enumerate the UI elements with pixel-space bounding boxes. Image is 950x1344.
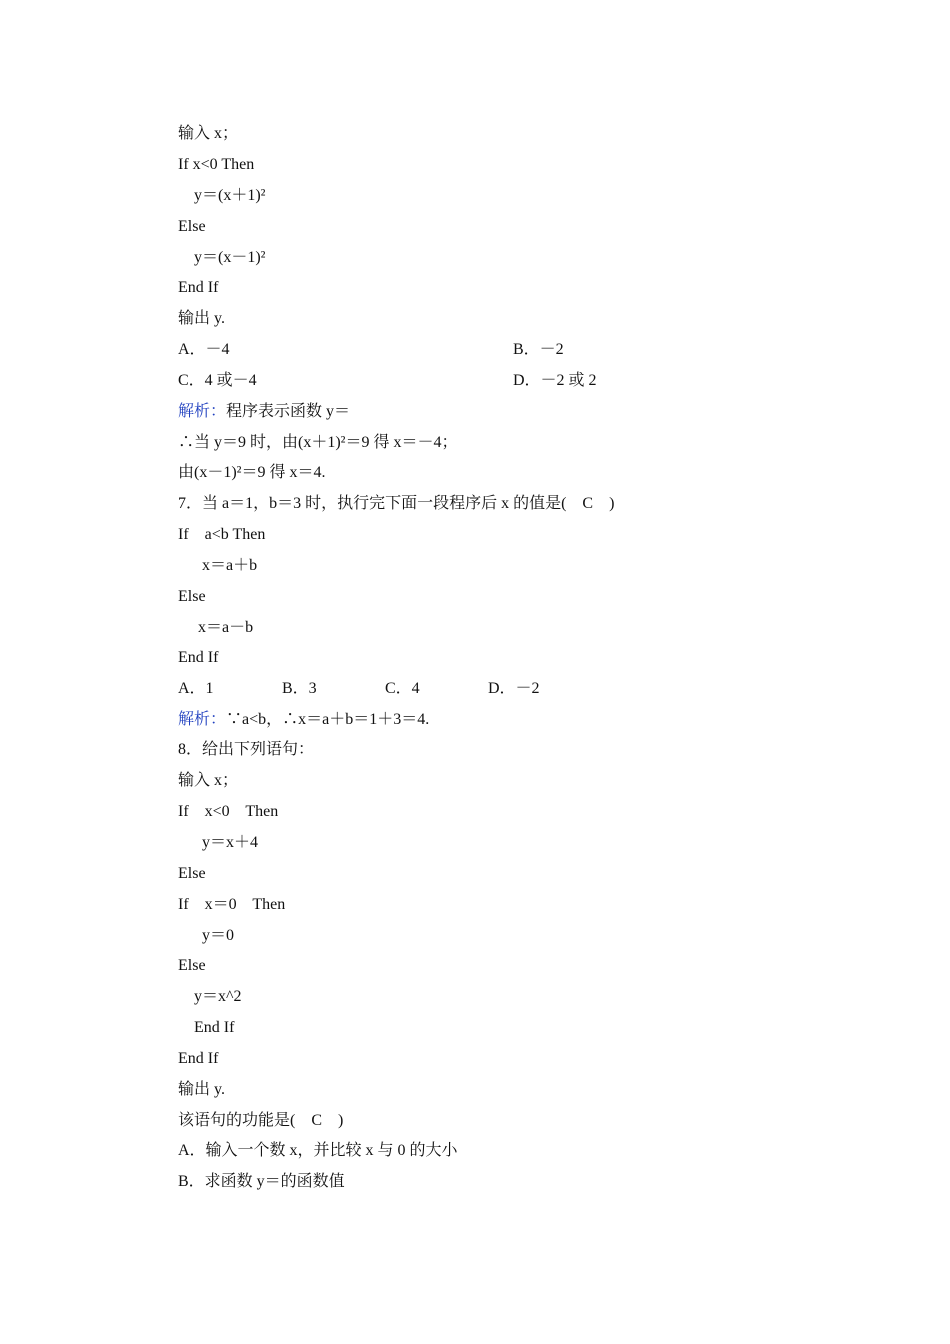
text-line: x＝a－b <box>198 619 254 636</box>
text-line: End If <box>194 1019 235 1036</box>
text-line: 输入 x； <box>178 125 239 142</box>
question-7: 7．当 a＝1，b＝3 时，执行完下面一段程序后 x 的值是( C ) <box>178 495 615 512</box>
option-b: B．－2 <box>513 341 564 358</box>
text-line: End If <box>178 279 219 296</box>
analysis-label: 解析： <box>178 711 227 728</box>
analysis-line <box>178 402 350 422</box>
option-d: D．－2 或 2 <box>513 372 597 389</box>
option-a: A．1 <box>178 680 214 697</box>
text-line: If x<0 Then <box>178 156 255 173</box>
text-line: End If <box>178 1050 219 1067</box>
text-line: 由(x－1)²＝9 得 x＝4. <box>178 464 326 481</box>
text-line: If a<b Then <box>178 526 266 543</box>
option-d: D．－2 <box>488 680 540 697</box>
text-line: 该语句的功能是( C ) <box>178 1112 344 1129</box>
analysis-text: ∵a<b，∴x＝a＋b＝1＋3＝4. <box>226 711 430 728</box>
text-line: Else <box>178 865 206 882</box>
text-line: Else <box>178 588 206 605</box>
text-line: y＝x^2 <box>194 988 242 1005</box>
option-a: A．输入一个数 x，并比较 x 与 0 的大小 <box>178 1142 458 1159</box>
analysis-label: 解析： <box>178 403 227 420</box>
text-line: y＝0 <box>202 927 235 944</box>
text-line: ∴当 y＝9 时，由(x＋1)²＝9 得 x＝－4； <box>178 434 458 451</box>
text-line: y＝(x＋1)² <box>194 187 266 204</box>
text-line: x＝a＋b <box>202 557 258 574</box>
option-b: B．求函数 y＝的函数值 <box>178 1173 345 1190</box>
analysis-text: 程序表示函数 y＝ <box>226 403 351 420</box>
text-line: 输出 y. <box>178 1081 225 1098</box>
question-8: 8．给出下列语句： <box>178 741 315 758</box>
text-line: 输入 x； <box>178 772 239 789</box>
text-line: If x＝0 Then <box>178 896 286 913</box>
option-c: C．4 <box>385 680 420 697</box>
option-b: B．3 <box>282 680 317 697</box>
option-c: C．4 或－4 <box>178 372 257 389</box>
option-a: A．－4 <box>178 341 230 358</box>
text-line: End If <box>178 649 219 666</box>
analysis-line <box>178 710 429 730</box>
text-line: Else <box>178 957 206 974</box>
text-line: 输出 y. <box>178 310 225 327</box>
text-line: y＝x＋4 <box>202 834 259 851</box>
text-line: y＝(x－1)² <box>194 249 266 266</box>
text-line: If x<0 Then <box>178 803 279 820</box>
text-line: Else <box>178 218 206 235</box>
